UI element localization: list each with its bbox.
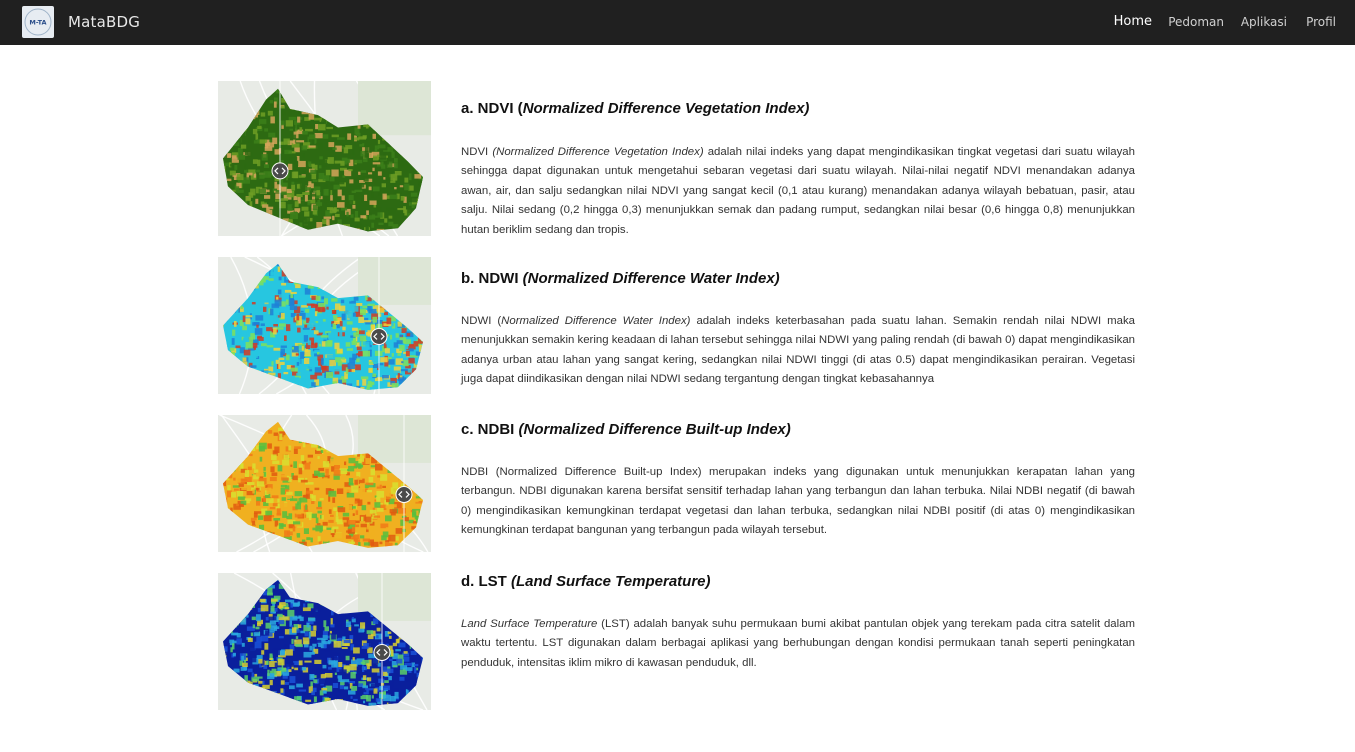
ndvi-desc-italic: (Normalized Difference Vegetation Index) [492, 146, 704, 158]
ndwi-desc-italic: Normalized Difference Water Index) [501, 315, 691, 327]
ndbi-map-image [218, 415, 431, 552]
ndwi-title [461, 270, 1135, 287]
logo-mark-icon [22, 6, 54, 38]
ndwi-title-prefix: b. NDWI [461, 270, 523, 287]
top-navbar [0, 0, 1355, 45]
ndvi-title-prefix: a. NDVI ( [461, 100, 523, 117]
ndwi-title-italic: (Normalized Difference Water Index) [522, 270, 780, 287]
ndbi-desc-lead: NDBI (Normalized Difference Built-up Index) merupakan indeks yang digunakan untuk menunjukkan kerapatan lahan yang terbangun. NDBI digunakan karena bersifat sensitif terhadap lahan yang terbangun dan lahan terbuka. Nilai NDBI negatif (di bawah 0) mengindikasikan kemungkinan terdapat vegetasi dan lahan terbuka, sedangkan nilai NDBI positif (di atas 0) mengindikasikan kemungkinan terdapat bangunan yang terbangun pada wilayah tersebut. [461, 466, 1135, 537]
ndvi-desc-rest: adalah nilai indeks yang dapat mengindikasikan tingkat vegetasi dari suatu wilayah sehingga dapat digunakan untuk mengetahui sebaran vegetasi dari suatu wilayah. Nilai-nilai negatif NDVI menandakan adanya awan, air, dan salju sedangkan nilai NDVI yang sangat kecil (0,1 atau kurang) menandakan adanya wilayah bebatuan, pasir, atau salju. Nilai sedang (0,2 hingga 0,3) menunjukkan semak dan padang rumput, sedangkan nilai besar (0,6 hingga 0,8) menunjukkan hutan beriklim sedang dan tropis. [461, 146, 1135, 236]
ndvi-title-italic: Normalized Difference Vegetation Index) [522, 100, 810, 117]
ndwi-desc-rest: adalah indeks keterbasahan pada suatu lahan. Semakin rendah nilai NDWI maka menunjukkan semakin kering keadaan di lahan tersebut sehingga nilai NDWI yang paling rendah (di bawah 0) dapat mengindikasikan adanya urban atau lahan yang sangat kering, sedangkan nilai NDWI tinggi (di atas 0.5) dapat mengindikasikan perairan. Vegetasi juga dapat diindikasikan dengan nilai NDWI sedang tergantung dengan tingkat kebasahannya [461, 315, 1135, 386]
lst-map-image [218, 573, 431, 710]
ndbi-title-prefix: c. NDBI [461, 421, 519, 438]
ndbi-title [461, 421, 1135, 438]
logo-text: M-TA [29, 18, 47, 27]
lst-desc-italic: Land Surface Temperature [461, 618, 598, 630]
lst-title [461, 573, 1135, 590]
ndvi-map-image [218, 81, 431, 236]
lst-description [461, 615, 1135, 673]
lst-desc-rest: (LST) adalah banyak suhu permukaan bumi akibat pantulan objek yang terekam pada citra satelit dalam waktu tertentu. LST digunakan dalam berbagai aplikasi yang berhubungan dengan kondisi permukaan tanah seperti peningkatan penduduk, intensitas iklim mikro di kawasan penduduk, dll. [461, 618, 1135, 669]
nav-profil[interactable]: Profil [1306, 15, 1336, 29]
ndbi-description [461, 463, 1135, 541]
ndwi-map-image [218, 257, 431, 394]
brand-name[interactable]: MataBDG [68, 13, 141, 31]
nav-home[interactable]: Home [1113, 14, 1152, 29]
ndwi-desc-lead: NDWI ( [461, 315, 502, 327]
ndwi-description [461, 312, 1135, 390]
site-logo[interactable] [22, 6, 54, 38]
lst-title-prefix: d. LST [461, 573, 511, 590]
lst-title-italic: (Land Surface Temperature) [511, 573, 711, 590]
nav-aplikasi[interactable]: Aplikasi [1240, 15, 1287, 29]
ndbi-title-italic: (Normalized Difference Built-up Index) [518, 421, 791, 438]
ndvi-description [461, 143, 1135, 240]
ndvi-desc-lead: NDVI [461, 146, 493, 158]
nav-pedoman[interactable]: Pedoman [1168, 15, 1224, 29]
ndvi-title [461, 100, 1135, 117]
